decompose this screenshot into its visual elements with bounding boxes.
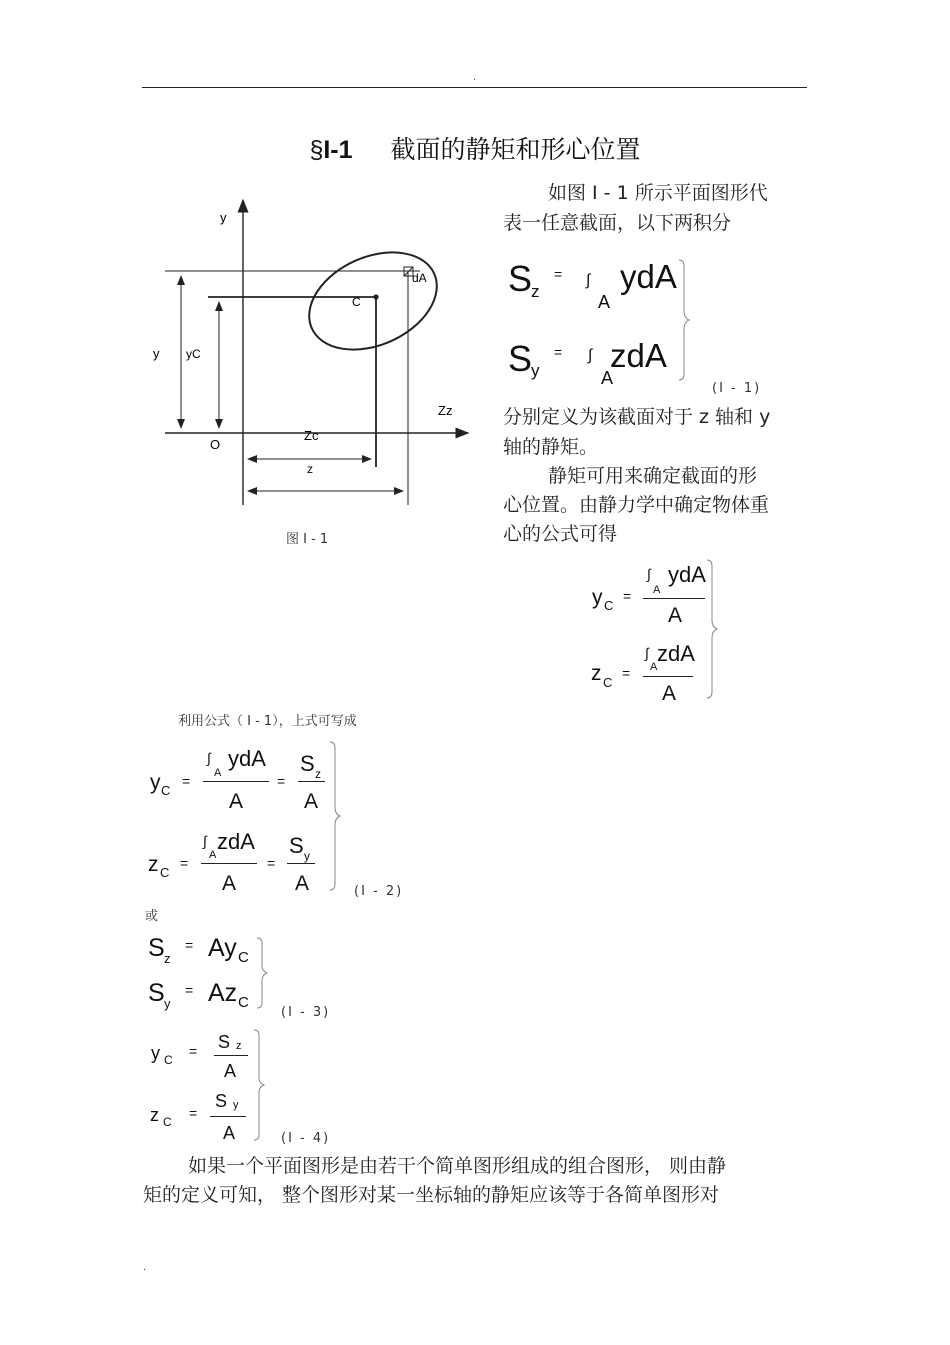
eq1-sy-equals: = [554,344,563,360]
eq3-brace [254,936,272,1010]
closing-line-1: 如果一个平面图形是由若干个简单图形组成的组合图形， 则由静 [188,1155,727,1177]
center-zc-symbol: z [591,662,602,685]
using-formula-text: 利用公式（ I - 1），上式可写成 [178,714,357,729]
y-axis-label: y [220,210,227,225]
eq1-sz-integral-subscript: A [598,292,611,312]
closing-line-2: 矩的定义可知， 整个图形对某一坐标轴的静矩应该等于各简单图形对 [143,1184,720,1206]
def-line-4: 心位置。由静力学中确定物体重 [503,494,770,516]
eq1-sy-integrand: zdA [610,337,667,374]
figure-i-1 [140,185,490,525]
center-yc-fraction-bar [643,598,705,599]
eq3-sz-symbol: S [148,934,165,962]
eq4-sy-denominator: A [223,1123,236,1143]
eq4-yc-equals: = [189,1043,198,1059]
section-sign: § [309,136,324,164]
z-axis-label: Zz [438,403,453,418]
da-label: dA [412,271,427,285]
eq2-sy-fraction-bar [287,863,315,864]
eq2-sy-denominator: A [295,872,310,895]
eq3-sz-equals: = [185,937,194,953]
eq4-zc-equals: = [189,1105,198,1121]
y-dimension-label: y [153,346,160,361]
eq1-sy-symbol: S [508,338,533,379]
eq2-sy-subscript: y [304,849,310,863]
or-text: 或 [145,909,159,924]
eq4-sz-symbol: S [218,1032,231,1052]
eq4-sy-subscript: y [233,1099,239,1111]
section-number: I-1 [323,136,353,164]
eq4-yc-subscript: C [164,1053,173,1067]
eq1-sz-subscript: z [531,282,540,301]
eq3-sz-subscript: z [164,951,171,966]
eq2-zc-equals-1: = [180,855,189,871]
def-line-1: 分别定义为该截面对于 z 轴和 y [503,406,771,428]
eq2-brace [327,740,345,892]
zc-dimension-label: Zc [304,428,319,443]
center-zc-numerator: zdA [657,641,695,666]
intro-line-2: 表一任意截面，以下两积分 [503,212,732,234]
center-zc-equals: = [622,665,631,681]
center-yc-symbol: y [592,586,603,609]
eq3-sy-rhs-subscript: C [238,994,249,1011]
eq2-zc-symbol: z [148,853,159,876]
eq2-zc-equals-2: = [267,855,276,871]
eq4-sy-fraction-bar [210,1116,246,1117]
center-zc-denominator: A [662,682,677,705]
title-text: 截面的静矩和形心位置 [390,135,641,164]
eq2-label: (I - 2) [354,884,404,899]
eq2-sy-symbol: S [289,833,304,858]
eq1-sz-integrand: ydA [620,258,677,295]
eq4-sy-symbol: S [215,1091,228,1111]
yc-dimension-label: yC [186,347,201,361]
eq4-sz-fraction-bar [214,1055,248,1056]
eq2-yc-numerator: ydA [228,746,266,771]
eq1-brace [676,258,694,383]
center-yc-equals: = [623,588,632,604]
origin-label: O [210,437,221,452]
eq3-label: (I - 3) [281,1005,331,1020]
center-brace [704,558,722,700]
header-rule [142,87,807,88]
def-line-2: 轴的静矩。 [503,436,599,458]
center-yc-denominator: A [668,604,683,627]
def-line-5: 心的公式可得 [503,523,618,545]
eq2-sz-fraction-bar [298,781,325,782]
eq4-zc-subscript: C [163,1115,172,1129]
eq1-sz-equals: = [554,266,563,282]
eq3-sy-equals: = [185,982,194,998]
eq3-sy-subscript: y [164,996,171,1011]
eq1-sy-integral-subscript: A [601,368,614,388]
intro-line-1: 如图 I - 1 所示平面图形代 [548,182,768,204]
eq4-label: (I - 4) [281,1131,331,1146]
center-zc-fraction-bar [643,676,693,677]
centroid-label: C [352,295,361,309]
eq2-zc-numerator: zdA [217,829,255,854]
center-zc-subscript: C [603,675,613,690]
figure-caption: 图 I - 1 [286,532,329,547]
eq2-zc-denominator: A [222,872,237,895]
eq4-brace [251,1028,269,1142]
eq1-sy-subscript: y [531,361,540,380]
eq2-sz-subscript: z [315,767,321,781]
eq3-sy-rhs: Az [208,979,238,1007]
eq3-sz-rhs-subscript: C [238,949,249,966]
eq4-sz-denominator: A [224,1061,237,1081]
eq2-zc-fraction-bar [201,863,257,864]
eq4-sz-subscript: z [236,1040,242,1052]
eq1-label: (I - 1) [712,381,762,396]
eq2-yc-symbol: y [150,771,161,794]
eq2-yc-subscript: C [161,783,171,798]
eq1-sz-integral: ∫ [586,272,591,289]
eq2-zc-subscript: C [160,865,170,880]
footer-dot: . [143,1262,147,1273]
z-dimension-label: z [307,462,313,476]
eq4-yc-symbol: y [151,1043,160,1063]
eq1-sz-symbol: S [508,258,533,299]
center-yc-integral-subscript: A [653,584,661,596]
eq2-yc-denominator: A [229,790,244,813]
center-yc-numerator: ydA [668,562,706,587]
center-yc-integral: ∫ [647,566,651,582]
eq2-sz-denominator: A [304,790,319,813]
eq2-zc-integral: ∫ [203,833,207,849]
eq2-zc-integral-subscript: A [209,849,217,861]
center-yc-subscript: C [604,598,614,613]
eq1-sy-integral: ∫ [588,347,593,364]
page-title [0,130,950,166]
eq3-sz-rhs: Ay [208,934,237,962]
eq2-sz-symbol: S [300,751,315,776]
eq3-sy-symbol: S [148,979,165,1007]
centroid-point [373,294,378,299]
center-zc-integral: ∫ [645,645,649,661]
def-line-3: 静矩可用来确定截面的形 [548,465,758,487]
eq2-yc-equals-2: = [277,773,286,789]
center-zc-integral-subscript: A [650,661,658,673]
section-ellipse [294,234,452,369]
eq2-yc-equals-1: = [182,773,191,789]
eq2-yc-integral-subscript: A [214,767,222,779]
eq2-yc-fraction-bar [203,781,269,782]
header-dot: . [473,72,477,83]
eq4-zc-symbol: z [150,1105,159,1125]
eq2-yc-integral: ∫ [207,750,211,766]
